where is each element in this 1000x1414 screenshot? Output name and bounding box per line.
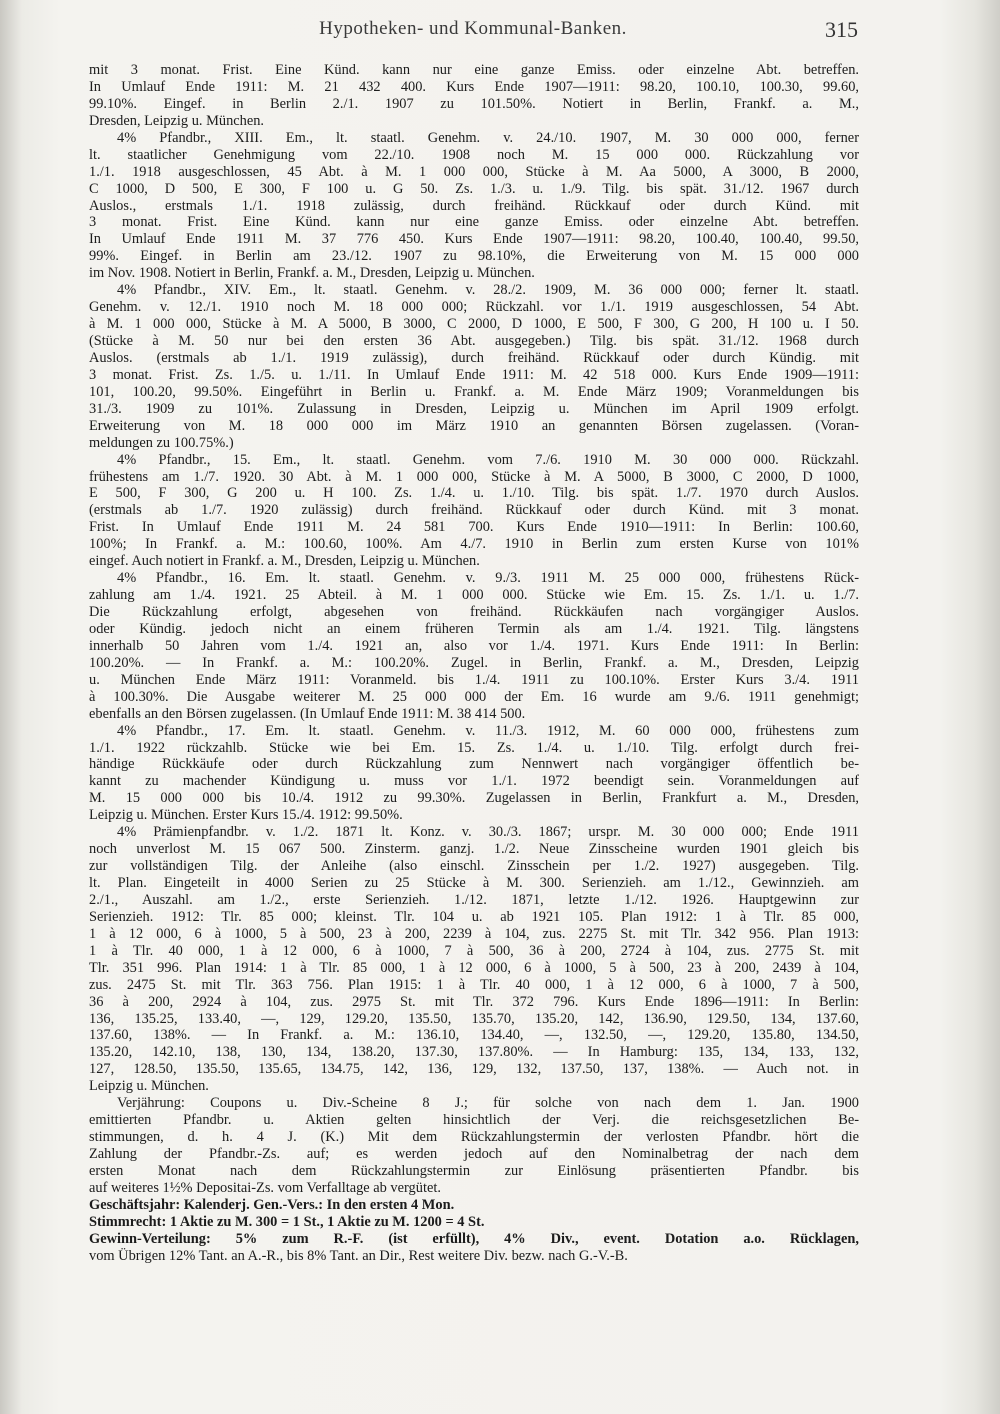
text-line: emittierten Pfandbr. u. Aktien gelten hinsichtlich der Verj. die reichsgesetzlichen Be- (89, 1112, 859, 1129)
text-line: zur vollständigen Tilg. der Anleihe (also einschl. Zinsschein per 1./2. 1927) ausgegeben. Tilg. (89, 858, 859, 875)
text-line: 4% Pfandbr., XIV. Em., lt. staatl. Genehm. v. 28./2. 1909, M. 36 000 000; ferner lt. staatl. (117, 282, 859, 299)
text-line: Auslos., erstmals 1./1. 1918 zulässig, durch freihänd. Rückkauf oder durch Künd. mit (89, 197, 859, 214)
text-line: 31./3. 1909 zu 101%. Zulassung in Dresden, Leipzig u. München im April 1909 erfolgt. (89, 400, 859, 417)
text-line: noch unverlost M. 15 067 500. Zinsterm. ganzj. 1./2. Neue Zinsscheine wurden 1901 gleich bis (89, 841, 859, 858)
text-line: 1./1. 1922 rückzahlb. Stücke wie bei Em. 15. Zs. 1./4. u. 1./10. Tilg. erfolgt durch frei- (89, 739, 859, 756)
text-line: lt. Plan. Eingeteilt in 4000 Serien zu 25 Stücke à M. 300. Serienzieh. am 1./12., Gewinnzieh. am (89, 875, 859, 891)
text-line: 137.60, 138%. — In Frankf. a. M.: 136.10, 134.40, —, 132.50, —, 129.20, 135.80, 134.50, (89, 1027, 859, 1044)
text-line: (erstmals ab 1./7. 1920 zulässig) durch freihänd. Rückkauf oder durch Künd. mit 3 monat. (89, 502, 859, 519)
text-line: eingef. Auch notiert in Frankf. a. M., Dresden, Leipzig u. München. (89, 553, 480, 570)
text-line: meldungen zu 100.75%.) (89, 434, 234, 451)
text-line: im Nov. 1908. Notiert in Berlin, Frankf. a. M., Dresden, Leipzig u. München. (89, 265, 535, 282)
text-line: Genehm. v. 12./1. 1910 noch M. 18 000 000; Rückzahl. vor 1./1. 1919 ausgeschlossen, 54 Abt. (89, 299, 859, 316)
text-line: innerhalb 50 Jahren vom 1./4. 1921 an, also vor 1./4. 1971. Kurs Ende 1911: In Berlin: (89, 637, 859, 654)
text-line: 100%; In Frankf. a. M.: 100.60, 100%. Am 4./7. 1910 in Berlin zum ersten Kurse von 101% (89, 536, 859, 553)
text-line: mit 3 monat. Frist. Eine Künd. kann nur eine ganze Emiss. oder einzelne Abt. betreffen. (89, 62, 859, 78)
body-text (89, 62, 859, 1265)
text-line: 99.10%. Eingef. in Berlin 2./1. 1907 zu 101.50%. Notiert in Berlin, Frankf. a. M., (89, 95, 859, 112)
page-number: 315 (825, 17, 858, 42)
text-line: 3 monat. Frist. Zs. 1./5. u. 1./11. In Umlauf Ende 1911: M. 42 518 000. Kurs Ende 1909—1911: (89, 366, 859, 383)
text-line: 36 à 200, 2924 à 104, zus. 2975 St. mit Tlr. 372 796. Kurs Ende 1896—1911: In Berlin: (89, 993, 859, 1010)
text-line: ersten Monat nach dem Rückzahlungstermin zur Einlösung präsentierten Pfandbr. bis (89, 1162, 859, 1179)
text-line: 2./1., Auszahl. am 1./2., erste Serienzieh. 1./12. 1871, letzte 1./12. 1926. Hauptgewinn zur (89, 891, 859, 908)
text-line: Frist. In Umlauf Ende 1911 M. 24 581 700. Kurs Ende 1910—1911: In Berlin: 100.60, (89, 519, 859, 536)
text-line: oder Kündig. jedoch nicht an einem früheren Termin als am 1./4. 1921. Tilg. längstens (89, 620, 859, 637)
text-line: C 1000, D 500, E 300, F 100 u. G 50. Zs. 1./3. u. 1./9. Tilg. bis spät. 31./12. 1967 durch (89, 180, 859, 197)
text-line: auf weiteres 1½% Depositai-Zs. vom Verfalltage ab vergütet. (89, 1179, 441, 1196)
text-line: kannt zu machender Kündigung u. muss vor 1./1. 1972 beendigt sein. Voranmeldungen auf (89, 773, 859, 790)
text-line: 136, 135.25, 133.40, —, 129, 129.20, 135.50, 135.70, 135.20, 142, 136.90, 129.50, 134, 137.60, (89, 1010, 859, 1027)
text-line: Verjährung: Coupons u. Div.-Scheine 8 J.; für solche von nach dem 1. Jan. 1900 (117, 1095, 859, 1112)
text-line: In Umlauf Ende 1911 M. 37 776 450. Kurs Ende 1907—1911: 98.20, 100.40, 100.40, 99.50, (89, 231, 859, 248)
text-line: 4% Pfandbr., 15. Em., lt. staatl. Genehm. vom 7./6. 1910 M. 30 000 000. Rückzahl. (117, 451, 859, 468)
text-line: Zahlung der Pfandbr.-Zs. auf; es werden jedoch auf den Nominalbetrag der nach dem (89, 1146, 859, 1162)
page-header (88, 18, 858, 48)
text-line: frühestens am 1./7. 1920. 30 Abt. à M. 1 000 000, Stücke à M. A 5000, B 3000, C 2000, D 1000, (89, 468, 859, 485)
text-line: händige Rückkäufe oder durch Rückzahlung zum Nennwert nach vorgängiger öffentlich be- (89, 756, 859, 773)
text-line: 127, 128.50, 135.50, 135.65, 134.75, 142, 136, 129, 132, 137.50, 137, 138%. — Auch not. in (89, 1061, 859, 1078)
text-line: 1 à 12 000, 6 à 1000, 5 à 500, 23 à 200, 2239 à 104, zus. 2275 St. mit Tlr. 342 956. Plan 1913: (89, 925, 859, 942)
text-line: Tlr. 351 996. Plan 1914: 1 à Tlr. 85 000, 1 à 12 000, 6 à 1000, 5 à 500, 23 à 200, 2439 à 104, (89, 959, 859, 976)
text-line: à 100.30%. Die Ausgabe weiterer M. 25 000 000 der Em. 16 wurde am 9./6. 1911 genehmigt; (89, 688, 859, 705)
text-line: stimmungen, d. h. 4 J. (K.) Mit dem Rückzahlungstermin der verlosten Pfandbr. hört die (89, 1129, 859, 1146)
text-line: Auslos. (erstmals ab 1./1. 1919 zulässig), durch freihänd. Rückkauf oder durch Kündig. mit (89, 349, 859, 366)
text-line: u. München Ende März 1911: Voranmeld. bis 1./4. 1911 zu 100.10%. Erster Kurs 3./4. 1911 (89, 671, 859, 688)
text-line: zus. 2475 St. mit Tlr. 363 756. Plan 1915: 1 à Tlr. 40 000, 1 à 12 000, 6 à 1000, 7 à 500, (89, 976, 859, 993)
text-line: Leipzig u. München. Erster Kurs 15./4. 1912: 99.50%. (89, 807, 403, 824)
text-line: 4% Pfandbr., 16. Em. lt. staatl. Genehm. v. 9./3. 1911 M. 25 000 000, frühestens Rück- (117, 570, 859, 587)
text-line: Leipzig u. München. (89, 1078, 209, 1095)
text-line: In Umlauf Ende 1911: M. 21 432 400. Kurs Ende 1907—1911: 98.20, 100.10, 100.30, 99.60, (89, 78, 859, 95)
text-line: 1./1. 1918 ausgeschlossen, 45 Abt. à M. 1 000 000, Stücke à M. Aa 5000, A 3000, B 2000, (89, 163, 859, 180)
text-line: Stimmrecht: 1 Aktie zu M. 300 = 1 St., 1 Aktie zu M. 1200 = 4 St. (89, 1213, 485, 1230)
text-line: Dresden, Leipzig u. München. (89, 112, 265, 129)
running-title: Hypotheken- und Kommunal-Banken. (319, 18, 627, 39)
text-line: 4% Pfandbr., XIII. Em., lt. staatl. Genehm. v. 24./10. 1907, M. 30 000 000, ferner (117, 129, 859, 146)
text-line: à M. 1 000 000, Stücke à M. A 5000, B 3000, C 2000, D 1000, E 500, F 300, G 200, H 100 u. I 50. (89, 316, 859, 333)
text-line: lt. staatlicher Genehmigung vom 22./10. 1908 noch M. 15 000 000. Rückzahlung vor (89, 146, 859, 163)
text-line: Erweiterung von M. 18 000 000 im März 1910 an genannten Börsen zugelassen. (Voran- (89, 417, 859, 434)
text-line: Die Rückzahlung erfolgt, abgesehen von freihänd. Rückkäufen nach vorgängiger Auslos. (89, 604, 859, 620)
text-line: Gewinn-Verteilung: 5% zum R.-F. (ist erfüllt), 4% Div., event. Dotation a.o. Rücklagen, (89, 1230, 859, 1247)
text-line: 1 à Tlr. 40 000, 1 à 12 000, 6 à 1000, 7 à 500, 36 à 200, 2724 à 104, zus. 2775 St. mit (89, 942, 859, 959)
text-line: 4% Pfandbr., 17. Em. lt. staatl. Genehm. v. 11./3. 1912, M. 60 000 000, frühestens zum (117, 722, 859, 739)
text-line: 99%. Eingef. in Berlin am 23./12. 1907 zu 98.10%, die Erweiterung von M. 15 000 000 (89, 248, 859, 265)
text-line: 101, 100.20, 99.50%. Eingeführt in Berlin u. Frankf. a. M. Ende März 1909; Voranmeldungen bis (89, 383, 859, 400)
text-line: (Stücke à M. 50 nur bei den ersten 36 Abt. ausgegeben.) Tilg. bis spät. 31./12. 1968 durch (89, 333, 859, 349)
text-line: 3 monat. Frist. Eine Künd. kann nur eine ganze Emiss. oder einzelne Abt. betreffen. (89, 214, 859, 231)
text-line: E 500, F 300, G 200 u. H 100. Zs. 1./4. u. 1./10. Tilg. bis spät. 1./7. 1970 durch Auslos. (89, 485, 859, 502)
text-line: 4% Prämienpfandbr. v. 1./2. 1871 lt. Konz. v. 30./3. 1867; urspr. M. 30 000 000; Ende 1911 (117, 824, 859, 841)
text-line: ebenfalls an den Börsen zugelassen. (In Umlauf Ende 1911: M. 38 414 500. (89, 705, 526, 722)
text-line: vom Übrigen 12% Tant. an A.-R., bis 8% Tant. an Dir., Rest weitere Div. bezw. nach G.-V.-B. (89, 1247, 628, 1264)
text-line: zahlung am 1./4. 1921. 25 Abteil. à M. 1 000 000. Stücke wie Em. 15. Zs. 1./1. u. 1./7. (89, 587, 859, 604)
text-line: M. 15 000 000 bis 10./4. 1912 zu 99.30%. Zugelassen in Berlin, Frankfurt a. M., Dresden, (89, 790, 859, 807)
text-line: Serienzieh. 1912: Tlr. 85 000; kleinst. Tlr. 104 u. ab 1921 105. Plan 1912: 1 à Tlr. 85 000, (89, 908, 859, 925)
text-line: 135.20, 142.10, 138, 130, 134, 138.20, 137.30, 137.80%. — In Hamburg: 135, 134, 133, 132, (89, 1044, 859, 1061)
text-line: Geschäftsjahr: Kalenderj. Gen.-Vers.: In den ersten 4 Mon. (89, 1196, 455, 1213)
text-line: 100.20%. — In Frankf. a. M.: 100.20%. Zugel. in Berlin, Frankf. a. M., Dresden, Leipzig (89, 654, 859, 671)
